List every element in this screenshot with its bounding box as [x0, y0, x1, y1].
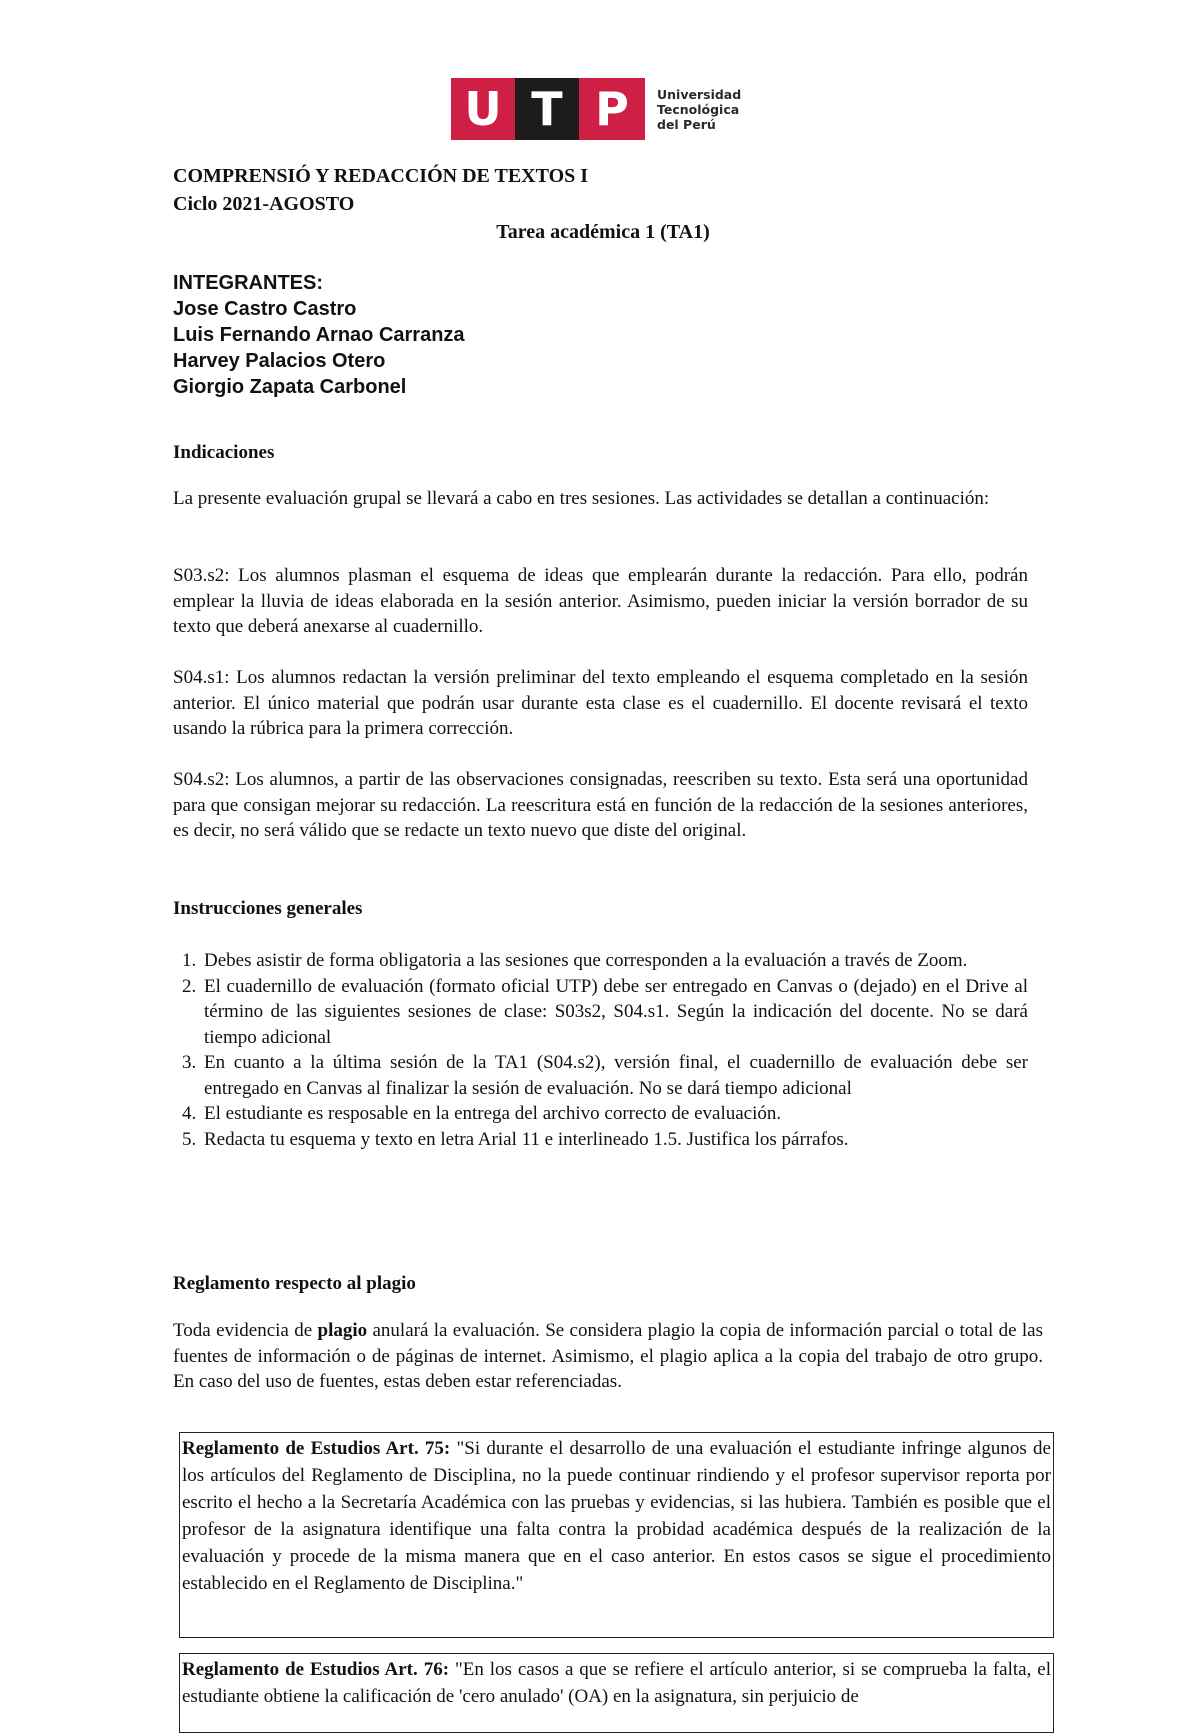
instructions-title: Instrucciones generales: [173, 898, 363, 919]
rule-text: "Si durante el desarrollo de una evaluación el estudiante infringe algunos de los artículos del Reglamento de Disciplina, no la puede continuar rindiendo y el profesor supervisor reporta por escrito el hecho a la Secretaría Académica con las pruebas y evidencias, si las hubiera. También es posible que el profesor de la asignatura identifique una falta contra la probidad académica después de la realización de la evaluación y procede de la misma manera que en el caso anterior. En estos casos se sigue el procedimiento establecido en el Reglamento de Disciplina.": [182, 1438, 1051, 1594]
session-s04s1: S04.s1: Los alumnos redactan la versión preliminar del texto empleando el esquema completado en la sesión anterior. El único material que podrán usar durante esta clase es el cuadernillo. El docente revisará el texto usando la rúbrica para la primera corrección.: [173, 667, 1028, 739]
member-name: Giorgio Zapata Carbonel: [173, 376, 407, 398]
plagiarism-keyword: plagio: [317, 1320, 368, 1341]
logo-letter-t: T: [515, 78, 579, 140]
instruction-item: 5. Redacta tu esquema y texto en letra Arial 11 e interlineado 1.5. Justifica los párrafos.: [201, 1127, 1028, 1153]
session-s04s2: S04.s2: Los alumnos, a partir de las observaciones consignadas, reescriben su texto. Esta será una oportunidad para que consigan mejorar su redacción. La reescritura está en función de la redacción de la sesiones anteriores, es decir, no será válido que se redacte un texto nuevo que diste del original.: [173, 769, 1028, 841]
indications-title: Indicaciones: [173, 442, 275, 463]
logo-line: Tecnológica: [657, 101, 740, 117]
instruction-item: 4. El estudiante es resposable en la entrega del archivo correcto de evaluación.: [201, 1101, 1028, 1127]
logo-line: del Perú: [657, 116, 716, 132]
indications-intro: La presente evaluación grupal se llevará a cabo en tres sesiones. Las actividades se detallan a continuación:: [173, 488, 990, 509]
plagiarism-text: Toda evidencia de: [173, 1320, 318, 1341]
plagiarism-text: anulará la evaluación. Se considera plagio la copia de información parcial o total de las fuentes de información o de páginas de internet. Asimismo, el plagio aplica a la copia del trabajo de otro grupo. En caso del uso de fuentes, estas deben estar referenciadas.: [173, 1320, 1043, 1392]
rule-label: Reglamento de Estudios Art. 75:: [182, 1438, 451, 1459]
instruction-item: 1. Debes asistir de forma obligatoria a las sesiones que corresponden a la evaluación a través de Zoom.: [201, 948, 1028, 974]
plagiarism-paragraph: [173, 1318, 1043, 1395]
instruction-item: 3. En cuanto a la última sesión de la TA1 (S04.s2), versión final, el cuadernillo de evaluación debe ser entregado en Canvas al finalizar la sesión de evaluación. No se dará tiempo adicional: [201, 1050, 1028, 1101]
instructions-list: [173, 948, 1028, 1152]
session-s03s2: S03.s2: Los alumnos plasman el esquema de ideas que emplearán durante la redacción. Para ello, podrán emplear la lluvia de ideas elaborada en la sesión anterior. Asimismo, pueden iniciar la versión borrador de su texto que deberá anexarse al cuadernillo.: [173, 565, 1028, 637]
member-name: Luis Fernando Arnao Carranza: [173, 324, 465, 346]
utp-logo: [451, 78, 741, 140]
rule-label: Reglamento de Estudios Art. 76:: [182, 1659, 450, 1680]
members-label: INTEGRANTES:: [173, 272, 323, 294]
rule-box-art-75: [179, 1432, 1054, 1638]
plagiarism-title: Reglamento respecto al plagio: [173, 1273, 416, 1294]
members-block: [173, 270, 465, 400]
rule-box-art-76: [179, 1653, 1054, 1733]
logo-letter-u: U: [451, 78, 515, 140]
task-title: Tarea académica 1 (TA1): [496, 221, 710, 243]
logo-wordmark: [657, 87, 741, 132]
logo-letter-p: P: [579, 78, 645, 140]
cycle-label: Ciclo 2021-AGOSTO: [173, 193, 355, 215]
rule-text: "En los casos a que se refiere el artículo anterior, si se comprueba la falta, el estudiante obtiene la calificación de 'cero anulado' (OA) en la asignatura, sin perjuicio de: [182, 1659, 1051, 1707]
instruction-item: 2. El cuadernillo de evaluación (formato oficial UTP) debe ser entregado en Canvas o (dejado) en el Drive al término de las siguientes sesiones de clase: S03s2, S04.s1. Según la indicación del docente. No se dará tiempo adicional: [201, 974, 1028, 1051]
course-title: COMPRENSIÓ Y REDACCIÓN DE TEXTOS I: [173, 165, 589, 187]
logo-line: Universidad: [657, 86, 742, 102]
member-name: Harvey Palacios Otero: [173, 350, 386, 372]
member-name: Jose Castro Castro: [173, 298, 357, 320]
